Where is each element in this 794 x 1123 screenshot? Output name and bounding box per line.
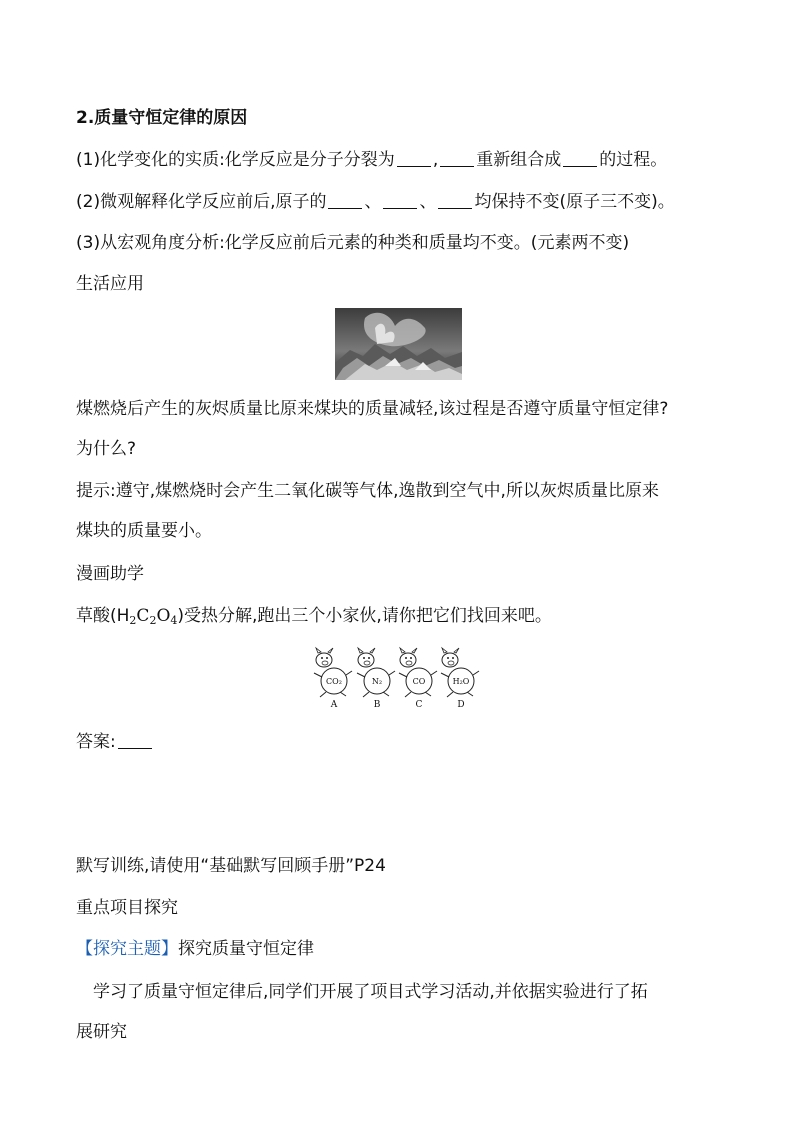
item-2: (2)微观解释化学反应前后,原子的 、 、 均保持不变(原子三不变)。 xyxy=(76,192,675,212)
project-heading: 重点项目探究 xyxy=(76,898,178,918)
blank[interactable] xyxy=(397,150,431,167)
theme-bracket: 【探究主题】 xyxy=(76,939,178,959)
blank[interactable] xyxy=(440,150,474,167)
paragraph-line-1: 学习了质量守恒定律后,同学们开展了项目式学习活动,并依据实验进行了拓 xyxy=(93,982,648,1002)
blank[interactable] xyxy=(383,192,417,209)
blank[interactable] xyxy=(438,192,472,209)
answer-line: 答案: xyxy=(76,730,154,754)
figure-b-formula: N₂ xyxy=(371,677,383,686)
comic-intro: 草酸$(H_2C_2O_4)$受热分解,跑出三个小家伙,请你把它们找回来吧。 xyxy=(76,606,552,627)
item-1: (1)化学变化的实质:化学反应是分子分裂为 , 重新组合成 的过程。 xyxy=(76,150,668,170)
item-3: (3)从宏观角度分析:化学反应前后元素的种类和质量均不变。(元素两不变) xyxy=(76,233,630,253)
blank[interactable] xyxy=(328,192,362,209)
figure-d xyxy=(441,648,479,710)
figure-d-formula: H₂O xyxy=(452,677,470,686)
coal-burning-photo xyxy=(335,308,462,380)
dictation-note: 默写训练,请使用“基础默写回顾手册”P24 xyxy=(76,856,386,876)
hint-line-1: 提示:遵守,煤燃烧时会产生二氧化碳等气体,逸散到空气中,所以灰烬质量比原来 xyxy=(76,481,659,501)
question-line-2: 为什么? xyxy=(76,439,137,459)
paragraph-line-2: 展研究 xyxy=(76,1022,127,1042)
figure-b-label: B xyxy=(373,700,381,710)
theme-line xyxy=(76,937,314,961)
figure-c xyxy=(399,648,437,710)
blank[interactable] xyxy=(563,150,597,167)
figure-a-formula: CO₂ xyxy=(326,677,342,686)
question-line-1: 煤燃烧后产生的灰烬质量比原来煤块的质量减轻,该过程是否遵守质量守恒定律? xyxy=(76,399,669,419)
figure-c-label: C xyxy=(415,700,423,710)
figure-a xyxy=(314,648,352,710)
section-title: 2.质量守恒定律的原因 xyxy=(76,108,248,128)
figure-c-formula: CO xyxy=(412,677,426,686)
figure-b xyxy=(357,648,395,710)
answer-blank[interactable] xyxy=(118,732,152,749)
figure-a-label: A xyxy=(330,700,338,710)
comic-heading: 漫画助学 xyxy=(76,564,144,584)
life-heading: 生活应用 xyxy=(76,274,144,294)
theme-text: 探究质量守恒定律 xyxy=(178,939,314,959)
comic-figures xyxy=(308,645,490,711)
hint-line-2: 煤块的质量要小。 xyxy=(76,521,212,541)
figure-d-label: D xyxy=(457,700,465,710)
